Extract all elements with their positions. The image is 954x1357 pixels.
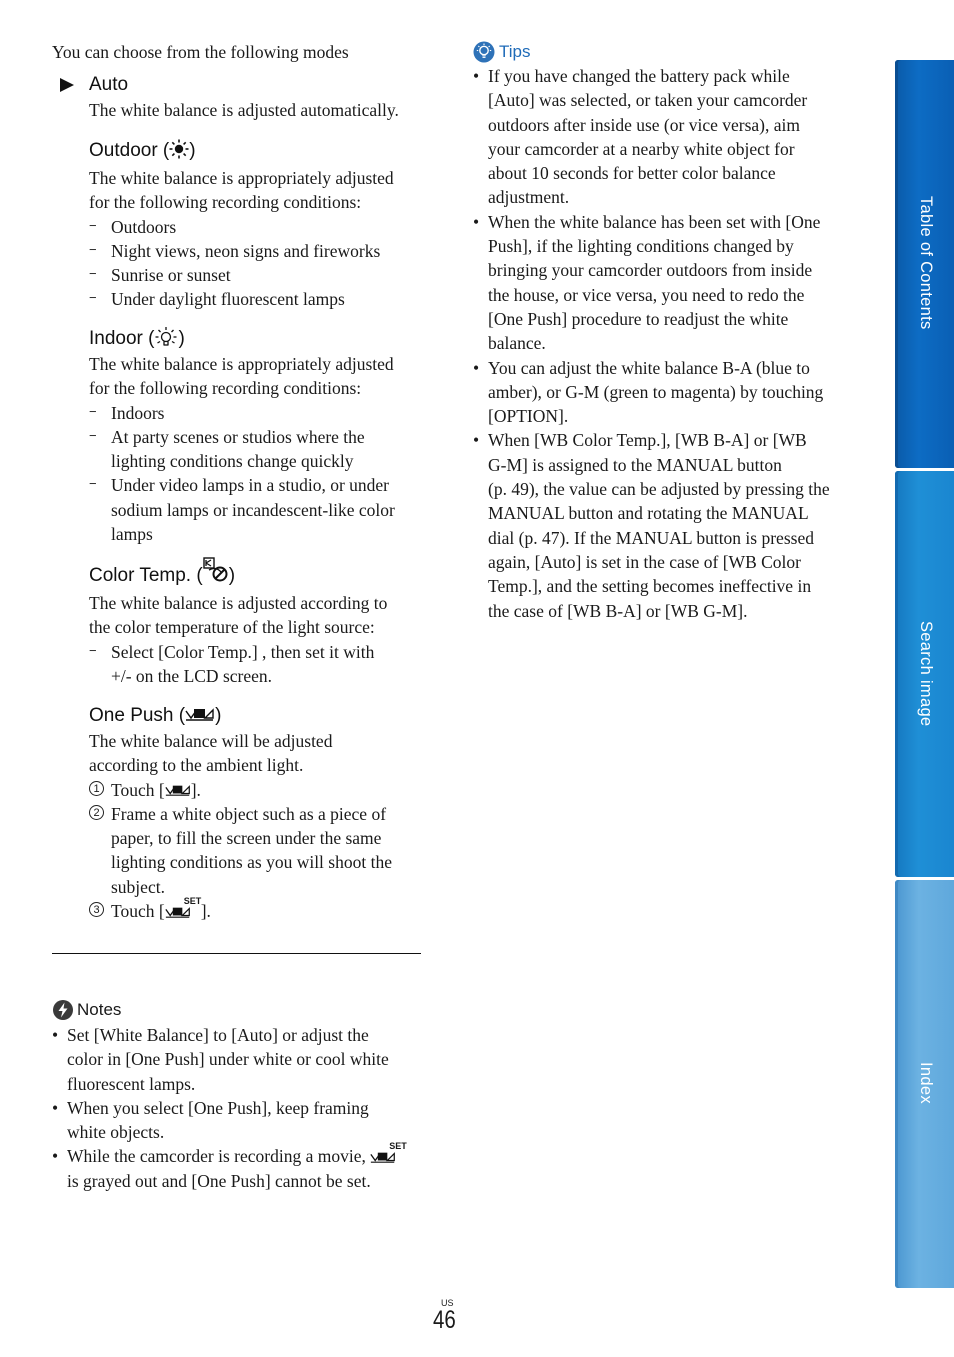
description-line: for the following recording conditions: — [89, 192, 362, 213]
list-item-line: color in [One Push] under white or cool white — [67, 1049, 389, 1070]
description-line: The white balance is adjusted according to — [89, 593, 388, 613]
list-item-line: +/- on the LCD screen. — [111, 665, 273, 686]
step-number: 3 — [89, 902, 104, 917]
mode-indoor — [89, 327, 429, 546]
list-item-line: the case of [WB B-A] or [WB G-M]. — [488, 600, 748, 621]
list-item-line: − Under video lamps in a studio, or under — [111, 475, 390, 496]
list-item-line: outdoors after inside use (or vice versa), aim — [488, 114, 800, 135]
list-item — [473, 428, 853, 622]
tips-section — [473, 40, 853, 623]
sun-icon — [169, 139, 189, 159]
tips-list — [473, 64, 853, 623]
color-temp-icon — [203, 557, 229, 583]
mode-title: Indoor ( — [89, 328, 155, 349]
tab-label: Search image — [917, 621, 935, 727]
list-item-line: lamps — [111, 524, 153, 545]
list-item-line: is grayed out and [One Push] cannot be set. — [67, 1170, 371, 1191]
step-text: Touch [ — [111, 901, 165, 922]
tab-table-of-contents[interactable] — [895, 60, 954, 468]
list-item — [89, 473, 429, 546]
set-label: SET — [389, 1141, 407, 1152]
arrow-right-icon — [60, 78, 74, 92]
tab-label: Index — [917, 1062, 935, 1104]
description-line: The white balance is appropriately adjusted — [89, 354, 394, 374]
notes-icon — [52, 999, 74, 1021]
mode-title-end: ) — [189, 140, 196, 161]
tab-index[interactable] — [895, 880, 954, 1288]
description-line: the color temperature of the light source: — [89, 617, 375, 638]
intro-text: You can choose from the following modes — [52, 42, 349, 62]
description-line: according to the ambient light. — [89, 755, 304, 776]
tips-title: Tips — [499, 42, 531, 61]
notes-section — [52, 998, 432, 1193]
one-push-set-icon — [370, 1141, 407, 1163]
list-item-line: [Auto] was selected, or taken your camcorder — [488, 90, 808, 111]
mode-title: One Push ( — [89, 705, 186, 726]
tips-bulb-icon — [473, 41, 495, 63]
tab-label: Table of Contents — [917, 196, 935, 330]
list-item-line: [OPTION]. — [488, 406, 569, 427]
condition-list — [89, 215, 429, 312]
list-item-line: Push], if the lighting conditions changed by — [488, 236, 794, 257]
list-item-line: fluorescent lamps. — [67, 1073, 196, 1094]
mode-description — [89, 591, 429, 640]
list-item-line: balance. — [488, 333, 546, 354]
mode-description — [89, 729, 429, 778]
description-line: The white balance will be adjusted — [89, 731, 333, 751]
step-text-end: ]. — [190, 779, 201, 800]
list-item — [473, 356, 853, 429]
list-item-line: dial (p. 47). If the MANUAL button is pressed — [488, 527, 814, 548]
mode-description — [89, 352, 429, 401]
list-item — [52, 1023, 432, 1096]
step-line: lighting conditions as you will shoot the — [111, 852, 392, 873]
list-item — [52, 1096, 432, 1145]
list-item: − Outdoors — [89, 215, 429, 239]
list-item-line: G-M] is assigned to the MANUAL button — [488, 454, 782, 475]
page-number: 46 — [433, 1306, 456, 1334]
one-push-icon — [185, 706, 215, 722]
list-item-line: • When the white balance has been set with [One — [488, 211, 821, 232]
list-item-line: (p. 49), the value can be adjusted by pressing the — [488, 479, 830, 500]
list-item-line: • If you have changed the battery pack while — [488, 66, 790, 86]
list-item-line: white objects. — [67, 1122, 165, 1143]
list-item-line: • Set [White Balance] to [Auto] or adjust the — [67, 1025, 369, 1045]
step-item — [89, 778, 429, 802]
mode-auto — [60, 73, 430, 122]
list-item-line: sodium lamps or incandescent-like color — [111, 499, 395, 520]
mode-description — [89, 166, 429, 215]
mode-color-temp — [89, 564, 429, 688]
list-item — [473, 64, 853, 210]
list-item-line: • While the camcorder is recording a movie, SET — [67, 1141, 407, 1167]
step-number: 1 — [89, 781, 104, 796]
list-item-line: − At party scenes or studios where the — [111, 426, 365, 447]
step-list — [89, 778, 429, 924]
step-number: 2 — [89, 805, 104, 820]
list-item-line: amber), or G-M (green to magenta) by touching — [488, 381, 824, 402]
bulb-icon — [154, 326, 178, 348]
mode-title-end: ) — [228, 565, 236, 586]
step-line: Frame a white object such as a piece of — [111, 803, 387, 824]
tab-search-image[interactable] — [895, 471, 954, 877]
list-item-line: − Select [Color Temp.] , then set it with — [111, 641, 375, 662]
step-item — [89, 802, 429, 899]
step-line: paper, to fill the screen under the same — [111, 828, 382, 849]
list-item-line: about 10 seconds for better color balance — [488, 163, 776, 184]
set-label: SET — [183, 896, 202, 907]
description-line: for the following recording conditions: — [89, 378, 362, 399]
list-item-line: • You can adjust the white balance B-A (blue to — [488, 357, 810, 378]
list-item-line: the house, or vice versa, you need to redo the — [488, 284, 805, 305]
list-item-line: [One Push] procedure to readjust the white — [488, 308, 789, 329]
condition-list — [89, 401, 429, 547]
step-item — [89, 896, 429, 923]
list-item-line: your camcorder at a nearby white object for — [488, 138, 795, 159]
list-item: − Under daylight fluorescent lamps — [89, 287, 429, 311]
list-item-line: • When [WB Color Temp.], [WB B-A] or [WB — [488, 430, 807, 451]
mode-title-end: ) — [215, 705, 222, 726]
mode-title-end: ) — [178, 328, 185, 349]
step-line: subject. — [111, 876, 165, 897]
mode-title: Auto — [89, 74, 129, 95]
list-item — [89, 425, 429, 474]
description-line: The white balance is appropriately adjusted — [89, 168, 394, 188]
step-text: Touch [ — [111, 779, 165, 800]
mode-title: Color Temp. ( — [89, 565, 203, 586]
list-item: − Night views, neon signs and fireworks — [89, 239, 429, 263]
list-item-line: lighting conditions change quickly — [111, 451, 354, 472]
mode-description: The white balance is adjusted automatically. — [89, 100, 399, 120]
list-item-line: • When you select [One Push], keep framing — [67, 1097, 369, 1118]
list-item: − Sunrise or sunset — [89, 263, 429, 287]
notes-list — [52, 1023, 432, 1193]
section-divider — [52, 953, 421, 954]
list-item-line: bringing your camcorder outdoors from inside — [488, 260, 813, 281]
step-text-end: ]. — [200, 901, 211, 922]
list-item: − Indoors — [89, 401, 429, 425]
condition-list — [89, 640, 429, 689]
list-item-line: again, [Auto] is set in the case of [WB Color — [488, 551, 801, 572]
mode-one-push — [89, 704, 429, 923]
list-item-line: adjustment. — [488, 187, 570, 208]
notes-title: Notes — [77, 1000, 122, 1019]
list-item-line: Temp.], and the setting becomes ineffective in — [488, 576, 812, 597]
list-item — [52, 1141, 432, 1193]
list-item — [473, 210, 853, 356]
one-push-icon — [165, 783, 191, 797]
one-push-set-icon — [165, 896, 202, 918]
mode-title: Outdoor ( — [89, 140, 170, 161]
list-item-line: MANUAL button and rotating the MANUAL — [488, 503, 809, 524]
list-item — [89, 640, 429, 689]
mode-outdoor — [89, 139, 429, 312]
page-region-code: US — [441, 1298, 454, 1308]
